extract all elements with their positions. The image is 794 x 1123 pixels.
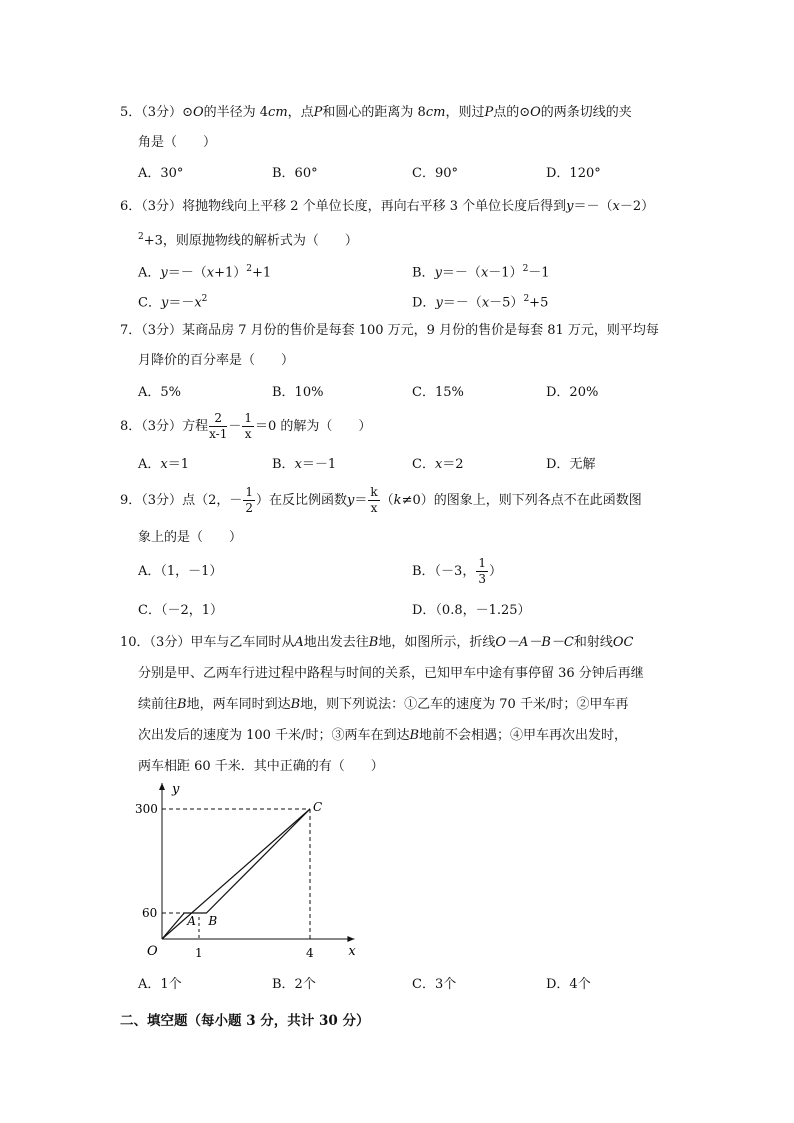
point-label-c: C: [313, 800, 323, 815]
q9-stem-line2: 象上的是（ ）: [138, 530, 243, 545]
q5-stem-line1: 5．（3分）⊙O的半径为 4cm，点P和圆心的距离为 8cm，则过P点的⊙O的两条切线的夹: [120, 105, 632, 120]
q8-option-b: B．x＝－1: [272, 457, 337, 472]
y-axis-label: y: [172, 782, 180, 798]
q5-stem-line2: 角是（ ）: [138, 135, 217, 150]
series-ray-oc: [162, 809, 310, 939]
q6-option-b: B．$y=-(x-1)^2-1$: [412, 264, 550, 281]
x-tick-1: 1: [195, 946, 203, 960]
q5-option-a: A．30°: [138, 166, 184, 181]
q10-stem-line3: 续前往B地，两车同时到达B地，则下列说法：①乙车的速度为 70 千米/时；②甲车再: [138, 697, 629, 712]
y-tick-60: 60: [142, 906, 158, 921]
q10-option-a: A．1个: [138, 977, 182, 992]
q8-option-a: A．x＝1: [138, 457, 190, 472]
q8-option-c: C．x＝2: [412, 457, 464, 472]
q10-stem-line4: 次出发后的速度为 100 千米/时；③两车在到达B地前不会相遇；④甲车再次出发时，: [138, 728, 628, 743]
x-tick-4: 4: [306, 946, 314, 960]
q6-stem-line2: $^2$+3，则原抛物线的解析式为（ ）: [138, 232, 358, 249]
q7-option-b: B．10%: [272, 385, 324, 400]
point-label-b: B: [208, 914, 218, 929]
section-title: 二、填空题（每小题 3 分，共计 30 分）: [120, 1013, 370, 1029]
point-label-a: A: [187, 914, 196, 929]
x-axis-label: x: [348, 944, 356, 959]
q5-option-c: C．90°: [412, 166, 458, 181]
q9-option-d: D．（0.8，－1.25）: [412, 603, 531, 618]
q10-stem-line5: 两车相距 60 千米．其中正确的有（ ）: [138, 759, 384, 774]
q10-option-c: C．3个: [412, 977, 457, 992]
q8-option-d: D．无解: [546, 457, 596, 472]
q5-option-d: D．120°: [546, 166, 601, 181]
q7-stem-line2: 月降价的百分率是（ ）: [138, 353, 295, 368]
q8-stem: 8．（3分）方程 $\frac{2}{x-1}$ － $\frac{1}{x}$ ＝0 的解为（ ）: [120, 411, 372, 441]
q9-option-b: B．（－3， $\frac{1}{3}$ ）: [412, 556, 502, 586]
q6-option-d: D．$y=-(x-5)^2+5$: [412, 294, 549, 311]
q9-stem-line1: 9．（3分）点（2，－ $\frac{1}{2}$ ）在反比例函数y＝ $\frac{k}{x}$ （k≠0）的图象上，则下列各点不在此函数图: [120, 485, 642, 515]
q8-fraction-1: $\frac{2}{x-1}$: [209, 411, 228, 441]
q6-option-c: C．$y=-x^2$: [138, 294, 208, 311]
y-tick-300: 300: [135, 802, 158, 817]
q7-stem-line1: 7．（3分）某商品房 7 月份的售价是每套 100 万元，9 月份的售价是每套 81 万元，则平均每: [120, 323, 659, 338]
x-axis-arrow: [347, 936, 354, 942]
q9-option-c: C．（－2，1）: [138, 603, 223, 618]
distance-time-graph: [130, 782, 380, 972]
q6-option-a: A．$y=-(x+1)^2+1$: [138, 264, 272, 281]
q5-option-b: B．60°: [272, 166, 318, 181]
q7-option-c: C．15%: [412, 385, 464, 400]
origin-label: O: [147, 944, 158, 959]
q10-stem-line2: 分别是甲、乙两车行进过程中路程与时间的关系，已知甲车中途有事停留 36 分钟后再继: [138, 666, 644, 681]
q9-fraction-1: $\frac{1}{2}$: [245, 485, 253, 515]
q6-stem-line1: 6．（3分）将抛物线向上平移 2 个单位长度，再向右平移 3 个单位长度后得到y＝－（x－2）: [120, 199, 655, 214]
q9-option-b-fraction: $\frac{1}{3}$: [478, 556, 486, 586]
q10-option-b: B．2个: [272, 977, 316, 992]
q10-option-d: D．4个: [546, 977, 591, 992]
q9-option-a: A．（1，－1）: [138, 564, 223, 579]
q8-fraction-2: $\frac{1}{x}$: [244, 411, 252, 441]
q9-fraction-2: $\frac{k}{x}$: [370, 485, 378, 515]
y-axis-arrow: [159, 783, 165, 790]
q10-stem-line1: 10．（3分）甲车与乙车同时从A地出发去往B地，如图所示，折线O－A－B－C和射线OC: [120, 635, 634, 650]
q7-option-d: D．20%: [546, 385, 599, 400]
q7-option-a: A．5%: [138, 385, 182, 400]
